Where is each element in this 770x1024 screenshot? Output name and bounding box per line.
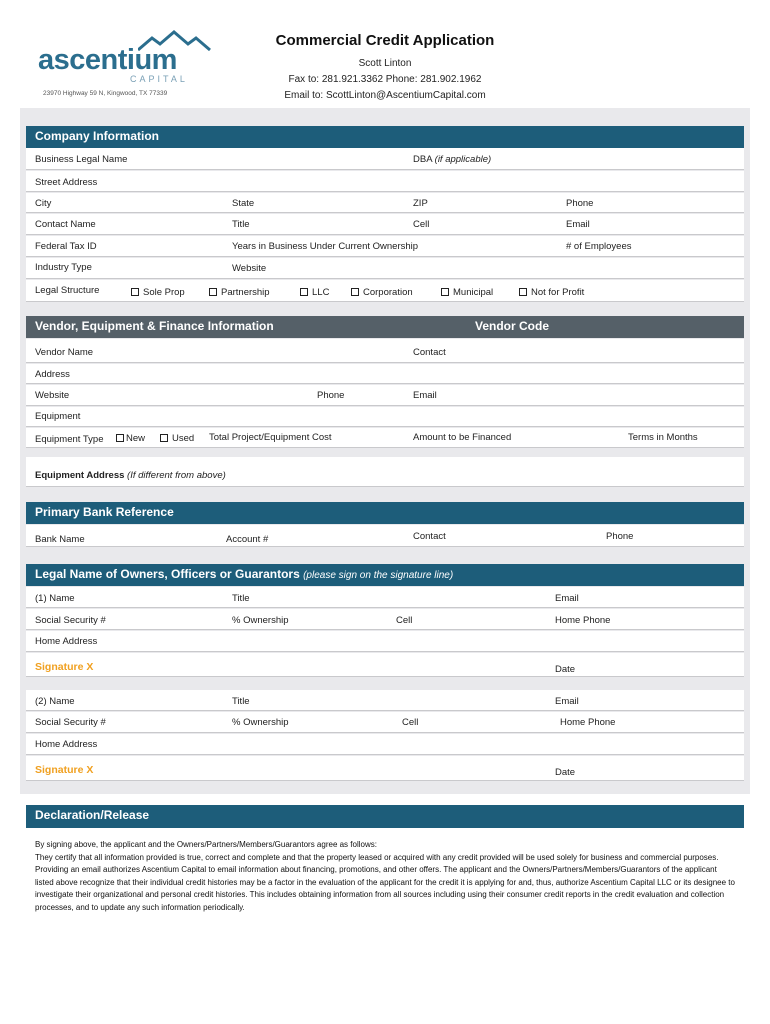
section-title: Declaration/Release	[35, 808, 150, 822]
row-vendor-website	[26, 385, 744, 406]
checkbox-corporation[interactable]: Corporation	[351, 287, 413, 298]
owner2-email-field[interactable]: Email	[555, 696, 579, 707]
checkbox-icon	[160, 434, 168, 442]
contact-email: Email to: ScottLinton@AscentiumCapital.com	[284, 90, 486, 101]
section-title: Company Information	[35, 129, 160, 143]
logo-subtext: CAPITAL	[130, 74, 188, 84]
checkbox-used[interactable]: Used	[160, 433, 194, 444]
checkbox-partnership[interactable]: Partnership	[209, 287, 270, 298]
account-field[interactable]: Account #	[226, 534, 269, 545]
vendor-address-field[interactable]: Address	[35, 369, 70, 380]
checkbox-llc[interactable]: LLC	[300, 287, 329, 298]
industry-type-field[interactable]: Industry Type	[35, 262, 92, 273]
equipment-type-label: Equipment Type	[35, 434, 104, 445]
amount-financed-field[interactable]: Amount to be Financed	[413, 432, 512, 443]
owner1-cell-field[interactable]: Cell	[396, 615, 413, 626]
company-address: 23970 Highway 59 N, Kingwood, TX 77339	[43, 90, 168, 97]
checkbox-sole-prop[interactable]: Sole Prop	[131, 287, 185, 298]
years-in-business-field[interactable]: Years in Business Under Current Ownership	[232, 241, 419, 252]
section-declaration	[26, 805, 744, 828]
declaration-intro: By signing above, the applicant and the Owners/Partners/Members/Guarantors agree as follows:	[35, 840, 377, 849]
row-owner1-name	[26, 587, 744, 608]
bank-phone-field[interactable]: Phone	[606, 531, 634, 542]
owner2-signature-line[interactable]: Signature X	[35, 764, 94, 776]
owner2-name-field[interactable]: (2) Name	[35, 696, 75, 707]
checkbox-municipal[interactable]: Municipal	[441, 287, 493, 298]
owner2-date-field[interactable]: Date	[555, 767, 576, 778]
owner1-email-field[interactable]: Email	[555, 593, 579, 604]
vendor-contact-field[interactable]: Contact	[413, 347, 446, 358]
contact-name-field[interactable]: Contact Name	[35, 219, 96, 230]
logo-text: ascentium	[38, 44, 177, 76]
state-field[interactable]: State	[232, 198, 255, 209]
phone-field[interactable]: Phone	[566, 198, 594, 209]
row-owner1-ssn	[26, 609, 744, 630]
owner1-signature-line[interactable]: Signature X	[35, 661, 94, 673]
vendor-phone-field[interactable]: Phone	[317, 390, 345, 401]
row-business-name	[26, 148, 744, 170]
declaration-text	[35, 839, 735, 915]
email-field[interactable]: Email	[566, 219, 590, 230]
form-title: Commercial Credit Application	[275, 32, 495, 49]
employees-field[interactable]: # of Employees	[566, 241, 632, 252]
federal-tax-id-field[interactable]: Federal Tax ID	[35, 241, 97, 252]
section-company-information	[26, 126, 744, 148]
owner2-title-field[interactable]: Title	[232, 696, 250, 707]
checkbox-icon	[351, 288, 359, 296]
row-owner1-address	[26, 631, 744, 652]
row-vendor-address	[26, 364, 744, 384]
row-legal-structure	[26, 280, 744, 302]
title-field[interactable]: Title	[232, 219, 250, 230]
vendor-name-field[interactable]: Vendor Name	[35, 347, 94, 358]
checkbox-icon	[131, 288, 139, 296]
company-logo	[38, 30, 188, 90]
row-tax	[26, 236, 744, 257]
checkbox-icon	[519, 288, 527, 296]
vendor-code-label: Vendor Code	[475, 319, 550, 333]
equipment-field[interactable]: Equipment	[35, 411, 81, 422]
owner1-name-field[interactable]: (1) Name	[35, 593, 75, 604]
checkbox-icon	[209, 288, 217, 296]
owner2-ssn-field[interactable]: Social Security #	[35, 717, 106, 728]
owner1-home-address-field[interactable]: Home Address	[35, 636, 98, 647]
section-primary-bank	[26, 502, 744, 524]
row-owner1-signature	[26, 653, 744, 677]
row-vendor-name	[26, 339, 744, 363]
declaration-body: They certify that all information provided is true, correct and complete and that the property leased or acquired with any credit provided will be used solely for business and commercial purposes. Providing an email authorizes Ascentium Capital to email information about financing, promotions, and other offers. The applicant and the Owners/Partners/Members/Guarantors of the applicant listed above recognize that their individual credit histories may be a factor in the evaluation of the applicant for the credit it is applying for and, thus, authorize Ascentium Capital LLC or its designee to investigate their organizational and personal credit histories. This includes obtaining information from all sources including using their consumer credit reports in the credit evaluation and collection processes, and to update any such information periodically.	[35, 852, 735, 912]
checkbox-icon	[300, 288, 308, 296]
owner2-cell-field[interactable]: Cell	[402, 717, 419, 728]
cell-field[interactable]: Cell	[413, 219, 430, 230]
section-title: Primary Bank Reference	[35, 505, 174, 519]
row-industry	[26, 258, 744, 279]
row-city	[26, 193, 744, 213]
website-field[interactable]: Website	[232, 263, 267, 274]
section-owners	[26, 564, 744, 586]
checkbox-icon	[441, 288, 449, 296]
owner1-title-field[interactable]: Title	[232, 593, 250, 604]
row-owner2-address	[26, 734, 744, 755]
owner1-ownership-field[interactable]: % Ownership	[232, 615, 289, 626]
owner2-home-address-field[interactable]: Home Address	[35, 739, 98, 750]
owner2-ownership-field[interactable]: % Ownership	[232, 717, 289, 728]
checkbox-not-for-profit[interactable]: Not for Profit	[519, 287, 584, 298]
row-owner2-signature	[26, 756, 744, 781]
business-legal-name-field[interactable]: Business Legal Name	[35, 154, 128, 165]
contact-name: Scott Linton	[358, 58, 412, 69]
row-owner2-ssn	[26, 712, 744, 733]
form-header	[240, 32, 530, 104]
city-field[interactable]: City	[35, 198, 52, 209]
vendor-email-field[interactable]: Email	[413, 390, 437, 401]
vendor-website-field[interactable]: Website	[35, 390, 70, 401]
owner1-ssn-field[interactable]: Social Security #	[35, 615, 106, 626]
section-title: Legal Name of Owners, Officers or Guarantors	[35, 567, 300, 581]
total-cost-field[interactable]: Total Project/Equipment Cost	[209, 432, 332, 443]
row-equipment-address	[26, 457, 744, 487]
owner2-home-phone-field[interactable]: Home Phone	[560, 717, 616, 728]
terms-field[interactable]: Terms in Months	[628, 432, 698, 443]
dba-field[interactable]: DBA (if applicable)	[413, 154, 492, 165]
fax-phone: Fax to: 281.921.3362 Phone: 281.902.1962	[288, 74, 482, 85]
section-title: Vendor, Equipment & Finance Information	[35, 319, 274, 333]
section-vendor-information	[26, 316, 744, 338]
equipment-address-field[interactable]: Equipment Address (If different from above)	[35, 470, 226, 481]
zip-field[interactable]: ZIP	[413, 198, 428, 209]
row-street-address	[26, 171, 744, 192]
row-equipment	[26, 407, 744, 427]
row-bank	[26, 525, 744, 547]
bank-contact-field[interactable]: Contact	[413, 531, 446, 542]
street-address-field[interactable]: Street Address	[35, 177, 98, 188]
legal-structure-label: Legal Structure	[35, 285, 100, 296]
section-note: (please sign on the signature line)	[303, 570, 454, 581]
owner1-date-field[interactable]: Date	[555, 664, 576, 675]
row-equipment-type	[26, 428, 744, 448]
row-contact	[26, 214, 744, 235]
bank-name-field[interactable]: Bank Name	[35, 534, 85, 545]
checkbox-icon	[116, 434, 124, 442]
owner1-home-phone-field[interactable]: Home Phone	[555, 615, 611, 626]
row-owner2-name	[26, 690, 744, 711]
checkbox-new[interactable]: New	[116, 433, 145, 444]
